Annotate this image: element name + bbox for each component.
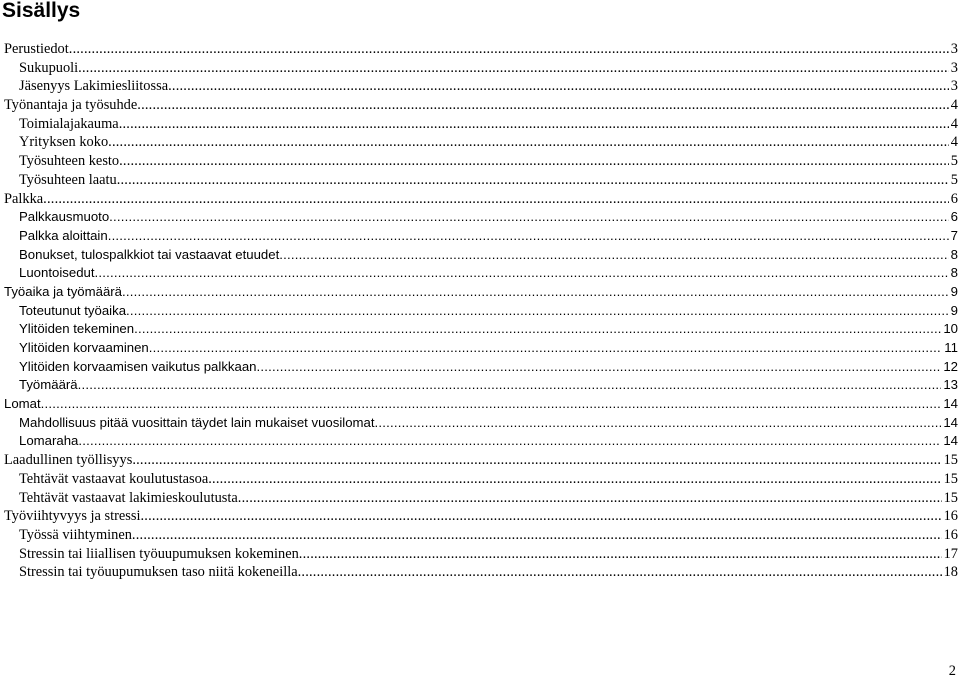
toc-entry-page-number: 13 xyxy=(943,377,958,393)
toc-entry-title: Stressin tai liiallisen työuupumuksen kokeminen xyxy=(19,545,299,562)
toc-entry[interactable] xyxy=(4,339,958,358)
toc-dot-leader xyxy=(117,171,949,190)
toc-entry-page-number: 15 xyxy=(943,452,958,469)
toc-entry-title: Bonukset, tulospalkkiot tai vastaavat etuudet xyxy=(19,246,280,262)
toc-entry[interactable] xyxy=(4,489,958,508)
toc-dot-leader xyxy=(109,208,948,227)
toc-entry-title: Työnantaja ja työsuhde xyxy=(4,97,138,114)
toc-entry[interactable] xyxy=(4,190,958,209)
toc-dot-leader xyxy=(78,59,949,78)
toc-dot-leader xyxy=(134,320,941,339)
toc-dot-leader xyxy=(122,283,949,302)
toc-entry-page-number: 7 xyxy=(950,227,958,243)
toc-entry[interactable] xyxy=(4,414,958,433)
toc-entry-title: Työviihtyvyys ja stressi xyxy=(4,508,141,525)
toc-entry[interactable] xyxy=(4,96,958,115)
toc-dot-leader xyxy=(119,152,949,171)
toc-entry-page-number: 17 xyxy=(943,545,958,562)
toc-entry[interactable] xyxy=(4,507,958,526)
toc-entry-page-number: 16 xyxy=(943,508,958,525)
toc-entry-page-number: 5 xyxy=(950,153,958,170)
toc-entry-page-number: 10 xyxy=(943,321,958,337)
toc-dot-leader xyxy=(41,395,942,414)
toc-entry[interactable] xyxy=(4,246,958,265)
toc-entry[interactable] xyxy=(4,563,958,582)
toc-dot-leader xyxy=(78,376,942,395)
toc-dot-leader xyxy=(208,470,941,489)
toc-dot-leader xyxy=(95,264,949,283)
toc-entry-title: Työsuhteen kesto xyxy=(19,153,120,170)
toc-entry[interactable] xyxy=(4,545,958,564)
toc-entry-title: Tehtävät vastaavat koulutustasoa xyxy=(19,470,209,487)
toc-entry-title: Perustiedot xyxy=(4,41,69,57)
toc-entry-title: Luontoisedut xyxy=(19,265,95,281)
toc-dot-leader xyxy=(298,563,942,582)
toc-dot-leader xyxy=(69,40,949,59)
table-of-contents xyxy=(4,40,958,582)
toc-entry-page-number: 6 xyxy=(950,209,958,225)
page-number: 2 xyxy=(948,663,956,679)
toc-entry-page-number: 9 xyxy=(950,302,958,318)
toc-entry-title: Lomat xyxy=(4,396,41,412)
toc-entry-title: Jäsenyys Lakimiesliitossa xyxy=(19,78,169,95)
toc-dot-leader xyxy=(279,246,948,265)
toc-entry-title: Lomaraha xyxy=(19,433,79,449)
toc-entry[interactable] xyxy=(4,133,958,152)
toc-dot-leader xyxy=(141,507,942,526)
toc-entry[interactable] xyxy=(4,526,958,545)
toc-entry-page-number: 6 xyxy=(950,190,958,207)
toc-entry-title: Ylitöiden korvaamisen vaikutus palkkaan xyxy=(19,358,257,374)
toc-entry-page-number: 14 xyxy=(943,414,958,430)
toc-entry-page-number: 4 xyxy=(950,97,958,114)
toc-dot-leader xyxy=(168,77,949,96)
toc-entry[interactable] xyxy=(4,40,958,59)
toc-entry[interactable] xyxy=(4,470,958,489)
toc-entry-title: Työaika ja työmäärä xyxy=(4,283,123,299)
toc-entry-page-number: 8 xyxy=(950,246,958,262)
toc-entry[interactable] xyxy=(4,264,958,283)
toc-entry-title: Yrityksen koko xyxy=(19,134,109,151)
toc-entry[interactable] xyxy=(4,376,958,395)
toc-dot-leader xyxy=(299,545,942,564)
toc-entry-title: Palkka xyxy=(4,190,44,207)
toc-entry-title: Toimialajakauma xyxy=(19,115,119,132)
toc-dot-leader xyxy=(132,451,941,470)
toc-dot-leader xyxy=(126,302,949,321)
toc-entry-page-number: 11 xyxy=(944,340,958,355)
toc-entry[interactable] xyxy=(4,302,958,321)
toc-dot-leader xyxy=(132,526,942,545)
toc-entry-title: Tehtävät vastaavat lakimieskoulutusta xyxy=(19,489,238,506)
toc-entry[interactable] xyxy=(4,320,958,339)
toc-entry[interactable] xyxy=(4,152,958,171)
toc-entry-title: Työsuhteen laatu xyxy=(19,171,117,188)
toc-dot-leader xyxy=(137,96,949,115)
toc-entry-page-number: 4 xyxy=(950,115,958,132)
page-title: Sisällys xyxy=(2,0,81,22)
toc-entry-page-number: 9 xyxy=(950,283,958,299)
toc-entry-page-number: 3 xyxy=(950,41,958,57)
toc-entry[interactable] xyxy=(4,283,958,302)
toc-entry[interactable] xyxy=(4,358,958,377)
toc-entry-page-number: 12 xyxy=(943,358,958,374)
toc-entry-title: Palkka aloittain xyxy=(19,227,108,243)
toc-entry[interactable] xyxy=(4,171,958,190)
toc-dot-leader xyxy=(43,190,949,209)
toc-entry-page-number: 3 xyxy=(950,78,958,95)
toc-entry-title: Työmäärä xyxy=(19,377,78,393)
toc-entry[interactable] xyxy=(4,432,958,451)
toc-dot-leader xyxy=(108,133,949,152)
toc-entry-page-number: 14 xyxy=(943,433,958,449)
toc-entry-page-number: 16 xyxy=(943,526,958,543)
toc-dot-leader xyxy=(238,489,942,508)
toc-entry[interactable] xyxy=(4,115,958,134)
toc-entry-title: Mahdollisuus pitää vuosittain täydet lain mukaiset vuosilomat xyxy=(19,414,375,430)
toc-entry-page-number: 15 xyxy=(943,489,958,506)
toc-entry-title: Toteutunut työaika xyxy=(19,302,127,318)
toc-dot-leader xyxy=(119,115,949,134)
toc-entry[interactable] xyxy=(4,395,958,414)
toc-entry-title: Sukupuoli xyxy=(19,59,79,76)
toc-entry-title: Palkkausmuoto xyxy=(19,209,110,225)
toc-entry[interactable] xyxy=(4,59,958,78)
toc-entry-page-number: 14 xyxy=(943,396,958,412)
toc-entry-title: Laadullinen työllisyys xyxy=(4,452,133,469)
toc-dot-leader xyxy=(78,432,941,451)
toc-entry-title: Ylitöiden korvaaminen xyxy=(19,340,149,355)
toc-entry[interactable] xyxy=(4,227,958,246)
toc-dot-leader xyxy=(108,227,949,246)
toc-dot-leader xyxy=(257,358,942,377)
toc-entry-title: Stressin tai työuupumuksen taso niitä kokeneilla xyxy=(19,564,298,581)
toc-dot-leader xyxy=(375,414,942,433)
toc-entry-title: Ylitöiden tekeminen xyxy=(19,321,135,337)
toc-entry[interactable] xyxy=(4,451,958,470)
toc-dot-leader xyxy=(149,339,943,358)
toc-entry-page-number: 18 xyxy=(943,564,958,581)
toc-entry-page-number: 5 xyxy=(950,171,958,188)
toc-entry[interactable] xyxy=(4,208,958,227)
toc-entry-page-number: 8 xyxy=(950,265,958,281)
toc-entry-title: Työssä viihtyminen xyxy=(19,526,132,543)
toc-entry-page-number: 15 xyxy=(943,470,958,487)
toc-entry-page-number: 4 xyxy=(950,134,958,151)
toc-entry[interactable] xyxy=(4,77,958,96)
toc-entry-page-number: 3 xyxy=(950,59,958,76)
